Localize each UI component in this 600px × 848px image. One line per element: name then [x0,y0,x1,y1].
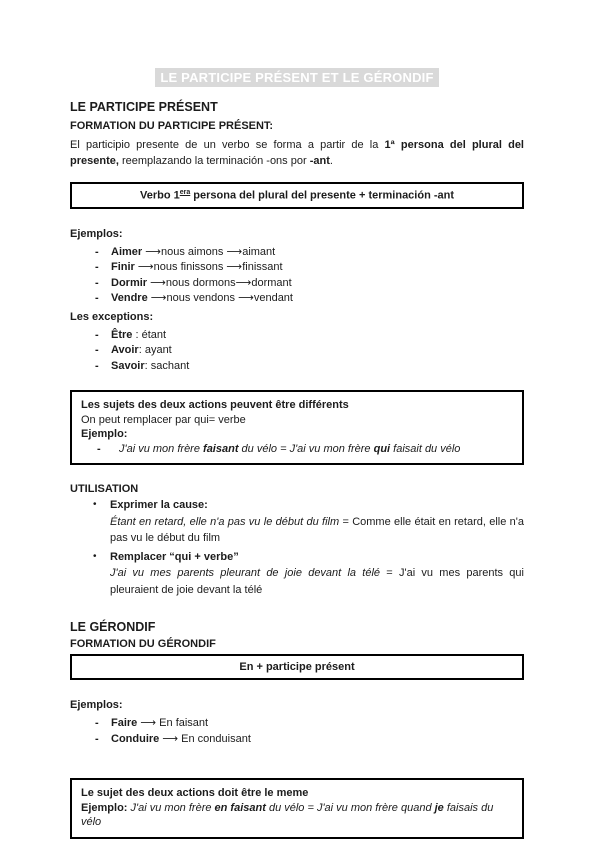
utilisation-bullet-2 [70,549,524,599]
note-title: Le sujet des deux actions doit être le meme [81,787,309,800]
bullet-example-italic: J'ai vu mes parents pleurant de joie devant la télé [110,567,381,580]
example-text [111,328,166,344]
note-example-text: J'ai vu mon frère faisant du vélo = J'ai vu mon frère qui faisait du vélo [119,442,461,455]
example-verb: Finir [111,261,135,274]
note-box-sujet-meme [70,778,524,839]
exception-verb: Savoir [111,359,145,372]
note-example-line: Ejemplo: J'ai vu mon frère en faisant du vélo = J'ai vu mon frère quand je faisais du vélo [81,801,494,829]
example-text [111,291,293,307]
list-item [70,328,524,344]
dash-bullet: - [95,261,99,274]
bullet-example-rest: = J'ai vu mes parents qui pleuraient de joie devant la télé [110,567,524,596]
ejemplos-label: Ejemplos: [70,227,123,240]
intro-segment-bold: -ant [309,155,330,167]
list-item [70,245,524,261]
example-text [111,260,283,276]
rule-superscript: era [179,189,191,196]
note-ejemplo-label: Ejemplo: [81,801,128,814]
exceptions-list [70,328,524,375]
round-bullet: • [93,499,97,511]
example-verb: Conduire [111,732,160,745]
list-item [70,260,524,276]
example-rest: ⟶nous aimons ⟶aimant [142,245,276,258]
ejemplos-label-gerondif: Ejemplos: [70,699,123,712]
round-bullet: • [93,550,97,562]
examples-list-participe [70,245,524,307]
utilisation-section [70,483,524,598]
example-verb: Aimer [111,245,143,258]
example-rest: ⟶ En faisant [137,717,209,730]
utilisation-heading: UTILISATION [70,483,139,496]
dash-bullet: - [95,732,99,745]
dash-bullet: - [95,328,99,341]
dash-bullet: - [95,717,99,730]
dash-bullet: - [97,442,101,455]
example-rest: ⟶nous vendons ⟶vendant [147,292,293,305]
example-verb: Dormir [111,276,148,289]
subheading-formation-gerondif: FORMATION DU GÉRONDIF [70,638,216,651]
example-text [111,343,172,359]
bullet-body [110,549,524,599]
intro-segment: El participio presente de un verbo se forma a partir de la [70,139,385,151]
example-rest: ⟶nous dormons⟶dormant [147,276,292,289]
list-item [70,716,524,732]
rule-box-gerondif-formation: En + participe présent [70,654,524,680]
example-verb: Faire [111,717,138,730]
exception-rest: : ayant [138,344,172,357]
exception-rest: : sachant [144,359,190,372]
example-verb: Vendre [111,292,148,305]
dash-bullet: - [95,359,99,372]
dash-bullet: - [95,292,99,305]
intro-segment: . [329,155,333,167]
rule-box-participe-formation [70,182,524,209]
dash-bullet: - [95,245,99,258]
bullet-title: Exprimer la cause: [110,499,208,512]
example-text [111,359,189,375]
note-box-sujets-differents [70,390,524,465]
exception-verb: Avoir [111,344,139,357]
exception-verb: Être [111,328,133,341]
utilisation-bullet-1 [70,497,524,547]
example-rest: ⟶ En conduisant [159,732,251,745]
intro-segment-bold: 1ª persona del plural del presente, [70,139,524,167]
document-title-text: LE PARTICIPE PRÉSENT ET LE GÉRONDIF [155,68,438,87]
list-item [70,291,524,307]
list-item [70,343,524,359]
note-title: Les sujets des deux actions peuvent être différents [81,399,349,412]
list-item [70,732,524,748]
intro-segment: reemplazando la terminación -ons por [118,155,310,167]
bullet-example-rest: = Comme elle était en retard, elle n'a pas vu le début du film [110,515,525,545]
bullet-body [110,497,524,547]
dash-bullet: - [95,276,99,289]
note-example-row [81,442,513,457]
bullet-title: Remplacer “qui + verbe” [110,550,239,563]
document-title [70,68,524,87]
spacer [70,750,524,762]
list-item [70,359,524,375]
note-ejemplo-label: Ejemplo: [81,428,128,441]
intro-paragraph [70,137,524,169]
rule-text: Verbo 1 [139,189,180,202]
example-text [111,245,275,261]
example-text [111,276,292,292]
examples-list-gerondif [70,716,524,747]
subheading-formation-participe: FORMATION DU PARTICIPE PRÉSENT: [70,120,274,132]
spacer [70,598,524,620]
exception-rest: : étant [132,328,167,341]
rule-text: persona del plural del presente + terminación -ant [190,189,455,202]
list-item [70,276,524,292]
section-heading-participe-present: LE PARTICIPE PRÉSENT [70,100,218,114]
bullet-example-italic: Étant en retard, elle n'a pas vu le début du film [110,515,340,528]
example-text [111,716,208,732]
section-heading-gerondif: LE GÉRONDIF [70,620,156,635]
exceptions-label: Les exceptions: [70,310,154,323]
dash-bullet: - [95,344,99,357]
example-rest: ⟶nous finissons ⟶finissant [134,261,283,274]
note-line: On peut remplacer par qui= verbe [81,413,246,426]
example-text [111,732,251,748]
